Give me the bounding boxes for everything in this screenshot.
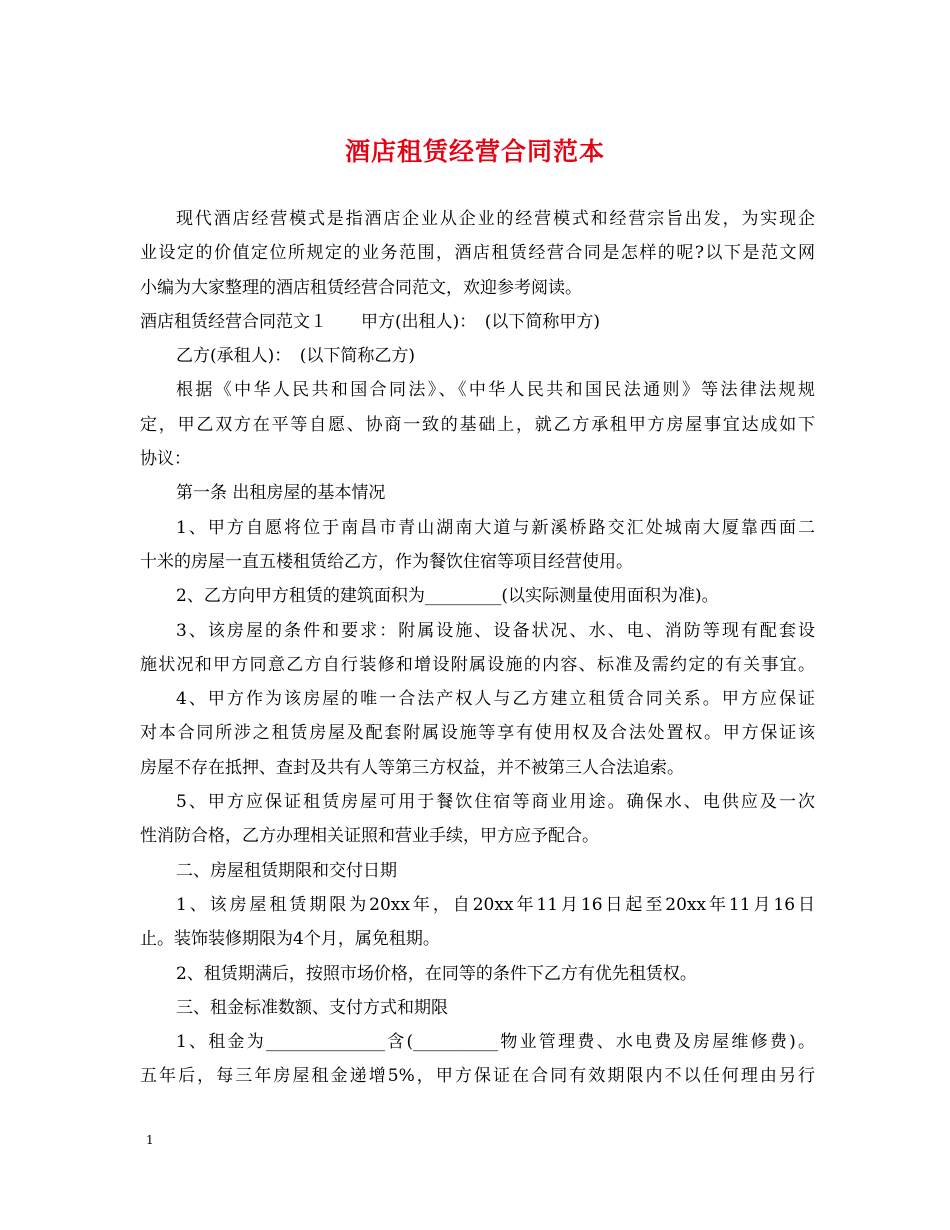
paragraph-line: 施状况和甲方同意乙方自行装修和增设附属设施的内容、标准及需约定的有关事宜。 [140,654,815,675]
paragraph-line: 性消防合格，乙方办理相关证照和营业手续，甲方应予配合。 [140,826,599,847]
section-heading: 三、租金标准数额、支付方式和期限 [176,997,448,1018]
paragraph-line: 五年后，每三年房屋租金递增5%，甲方保证在合同有效期限内不以任何理由另行 [140,1066,815,1087]
paragraph-line: 乙方(承租人)： (以下简称乙方) [176,346,416,367]
paragraph-line: 根据《中华人民共和国合同法》、《中华人民共和国民法通则》等法律法规规 [176,380,815,401]
paragraph-line: 小编为大家整理的酒店租赁经营合同范文，欢迎参考阅读。 [140,277,582,298]
paragraph-line: 4、甲方作为该房屋的唯一合法产权人与乙方建立租赁合同关系。甲方应保证 [176,689,815,710]
paragraph-line: 十米的房屋一直五楼租赁给乙方，作为餐饮住宿等项目经营使用。 [140,551,633,572]
paragraph-line: 1、甲方自愿将位于南昌市青山湖南大道与新溪桥路交汇处城南大厦靠西面二 [176,517,815,538]
paragraph-line: 5、甲方应保证租赁房屋可用于餐饮住宿等商业用途。确保水、电供应及一次 [176,792,815,813]
paragraph-line: 3、该房屋的条件和要求：附属设施、设备状况、水、电、消防等现有配套设 [176,620,815,641]
paragraph-line: 2、租赁期满后，按照市场价格，在同等的条件下乙方有优先租赁权。 [176,963,697,984]
paragraph-line: 房屋不存在抵押、查封及共有人等第三方权益，并不被第三人合法追索。 [140,757,684,778]
paragraph-line: 止。装饰装修期限为4个月，属免租期。 [140,929,440,950]
paragraph-line: 对本合同所涉之租赁房屋及配套附属设施等享有使用权及合法处置权。甲方保证该 [140,723,815,744]
paragraph-line: 1、租金为______________含(__________物业管理费、水电费及房屋维修费)。 [176,1032,815,1053]
document-body [140,202,815,1094]
paragraph-line: 1、该房屋租赁期限为20xx年，自20xx年11月16日起至20xx年11月16日 [176,894,815,915]
paragraph-line: 业设定的价值定位所规定的业务范围，酒店租赁经营合同是怎样的呢?以下是范文网 [140,243,815,264]
page-number: 1 [146,1133,154,1147]
paragraph-line: 协议： [140,449,191,470]
section-heading: 二、房屋租赁期限和交付日期 [176,860,397,881]
paragraph-line: 定，甲乙双方在平等自愿、协商一致的基础上，就乙方承租甲方房屋事宜达成如下 [140,414,815,435]
paragraph-line: 2、乙方向甲方租赁的建筑面积为_________(以实际测量使用面积为准)。 [176,586,719,607]
section-heading: 第一条 出租房屋的基本情况 [176,483,386,504]
paragraph-line: 酒店租赁经营合同范文１ 甲方(出租人)： (以下简称甲方) [140,311,601,332]
document-title: 酒店租赁经营合同范本 [344,137,605,166]
paragraph-line: 现代酒店经营模式是指酒店企业从企业的经营模式和经营宗旨出发，为实现企 [176,209,815,229]
